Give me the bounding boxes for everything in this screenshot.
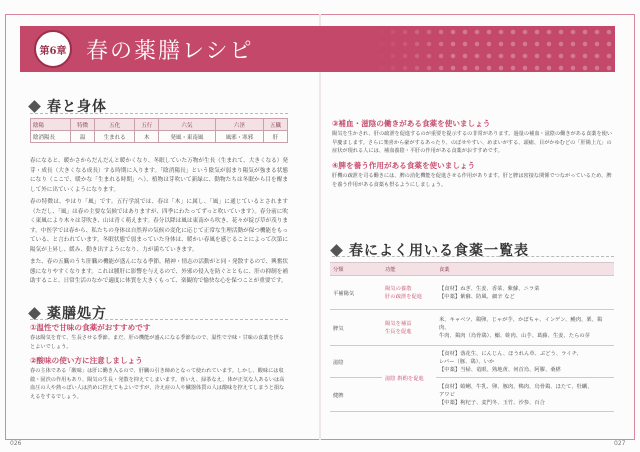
table-header-cell: 功能 xyxy=(382,263,436,276)
section-heading-spring-body: 春と身体 xyxy=(30,96,107,116)
table-header-cell: 五化 xyxy=(95,119,135,131)
table-cell-foods: 【食材】ねぎ、生姜、香菜、紫蘇、ニラ菜 【中薬】紫蘇、防風、細辛 など xyxy=(436,276,614,310)
diamond-bullet-icon xyxy=(28,307,41,320)
page-title: 春の薬膳レシピ xyxy=(86,39,254,64)
table-cell-foods: 米、キャベツ、鶏卵、じゃが芋、かぼちゃ、インゲン、鰻肉、栗、鶏肉、 牛肉、鶏肉（烏骨鶏）、鰯、蛙肉、山芋、葛藤、生姜、たらの芽 xyxy=(436,310,614,346)
section-divider xyxy=(332,256,614,257)
table-header-row xyxy=(330,263,614,276)
table-header-cell: 陰陽 xyxy=(31,119,71,131)
section-divider xyxy=(30,113,288,114)
table-cell: 木 xyxy=(135,131,159,143)
table-row xyxy=(330,310,614,346)
table-cell-category: 滋陰 xyxy=(330,346,382,378)
table-row xyxy=(330,276,614,310)
table-header-cell: 特徴 xyxy=(71,119,95,131)
chapter-banner xyxy=(20,26,615,72)
table-header-cell: 食薬 xyxy=(436,263,614,276)
table-row xyxy=(31,131,288,143)
table-header-cell: 五臓 xyxy=(264,119,288,131)
table-cell-category: 健脾 xyxy=(330,378,382,412)
table-header-cell: 六気 xyxy=(159,119,216,131)
table-cell-category: 平補陽気 xyxy=(330,276,382,310)
table-cell-foods: 【食材】落花生、にんじん、ほうれん草、ぶどう、ライチ、 レバー（豚、鶏）、いか 【中薬】当帰、竜眼、熟地黄、何首烏、阿膠、桑椹 xyxy=(436,346,614,378)
table-cell-category: 脾気 xyxy=(330,310,382,346)
section-heading-prescription: 薬膳処方 xyxy=(30,303,107,323)
subheading-warm-sweet: ①温性で甘味の食薬がおすすめです xyxy=(30,323,151,332)
table-cell: 陰消陽長 xyxy=(31,131,71,143)
banner-pattern xyxy=(375,26,615,72)
diamond-bullet-icon xyxy=(28,100,41,113)
table-cell-function: 陽気を補益 生長を促進 xyxy=(382,310,436,346)
table-cell: 生まれる xyxy=(95,131,135,143)
book-spine xyxy=(319,14,321,440)
table-cell: 肝 xyxy=(264,131,288,143)
table-cell: 温 xyxy=(71,131,95,143)
chapter-number: 第6章 xyxy=(39,45,67,57)
table-header-cell: 五行 xyxy=(135,119,159,131)
subheading-text: 陽気を生かされ、肝の疏泄を促進するのが重要を提示するの非常があります。過量の補血・滋陰の働きがある食薬を使い早慶まします。さらに楽喜から豪がするあったり、のぼせやすい、めまいがする、頭痛、目がかゆむどの「肝陽上亢」の症状が現れる人には、補血養陰・平肝の作用がある食薬がおすすめです。 xyxy=(332,131,613,154)
table-cell: 発風・東南風 xyxy=(159,131,216,143)
body-paragraph: 春になると、暖かさからだんだんと暖かくなり、冬眠していた万物が生長（生まれて、大きくなる）発芽・成長（大きくなる成長）する時期に入ります。「陰消陽長」という陰気が弱まり陽気が強まる状態になり（ここで、暖かな「生まれる時期」へ）、植物は芽吹いて新緑に、動物たちは冬眠から目を醒まして外に出ていくようになります。 xyxy=(30,158,288,193)
chapter-badge xyxy=(34,30,72,68)
subheading-text: 春の主体である「酸味」は肝に働き入るので、肝臓の引き締めとなって使われています。しかし、酸味には収斂・固渋の作用もあり、陽気の生長・発散を抑えてしまいます。喜いえ、緑茶なえ、体が正気な人あるいは高血圧の人や熱っぽい人は渋めに控えてもよいですが、冷え症の人や臓器体質の人は酸味を控えてしまうと損なえるをするでしょう。 xyxy=(30,368,285,400)
table-cell-foods: 【食材】蛤蜊、牛乳、卵、豚肉、鴨肉、烏骨鶏、ほたて、牡蠣、 アワビ 【中薬】枸杞子、麦門冬、玉竹、沙参、百合 xyxy=(436,378,614,412)
table-cell-function: 陽気の養散 肝の疏泄を促進 xyxy=(382,276,436,310)
table-row xyxy=(330,346,614,378)
section-heading-food-list: 春によく用いる食薬一覧表 xyxy=(332,240,529,260)
table-header-cell: 分類 xyxy=(330,263,382,276)
diamond-bullet-icon xyxy=(330,244,343,257)
section-divider xyxy=(30,319,288,320)
table-cell: 風邪・寒邪 xyxy=(215,131,263,143)
table-row xyxy=(330,378,614,412)
table-header-cell: 六淫 xyxy=(215,119,263,131)
five-elements-table xyxy=(30,118,288,143)
subheading-nourish-spleen: ④脾を養う作用がある食薬を使いましょう xyxy=(332,161,476,170)
table-cell-function: 滋陰 斟酌を促進 xyxy=(382,346,436,412)
subheading-blood-yin: ③補血・滋陰の働きがある食薬を使いましょう xyxy=(332,119,491,128)
subheading-text: 春は陽気を育て、生長させる季節。まだ、肝の機能が盛んになる季節なので、温性で辛味・甘味の食薬を摂るとよいでしょう。 xyxy=(30,335,284,350)
spring-food-table xyxy=(330,262,614,412)
page-number-right: 027 xyxy=(614,440,626,447)
subheading-text: 肝機の疏泄を司る働きには、脾の消化機能を促進させる作用があります。肝と脾は密接な関係でつながっているため、脾を養う作用がある食薬も摂るようにしましょう。 xyxy=(332,173,612,188)
table-header-row xyxy=(31,119,288,131)
body-paragraph: また、春の五臓のうち肝臓の機能が盛んになる季節。精神・情志の活動がと同・発散するので、興奮状態になりやすくなります。これは腫肝に影響を与えるので、外邪の侵入を防ぐとともに、肝の抑制を補助すること、日常生活のなかで適度に体質を大きくもって、楽観的で愉快な心を保つことが重要です。 xyxy=(30,259,288,285)
subheading-sour-taste: ②酸味の使い方に注意しましょう xyxy=(30,356,143,365)
body-paragraph: 春の特徴は、やはり「風」です。五行学説では、春は「木」に属し、「風」に通じているとされます（ただし、「風」は春の主要な気候ではありますが、四季にわたってずっと吹いています）。春分前に吹く東風により木々は芽吹き、山は青く萌えます。春分以降は風は東南から吹き、花々が綻び草が茂ります。中医学では春から、私たちの身体は自然界の気候の変化に応じて正常な生理活動が保つ機能をもっている、と言われています。冬眠状態で弱まっていた身体は、暖かい春風を感じることによって次第に陽気が上昇し、緩み、動き出すようになり、力が満ちていきます。 xyxy=(30,199,288,253)
page-number-left: 026 xyxy=(10,440,22,447)
